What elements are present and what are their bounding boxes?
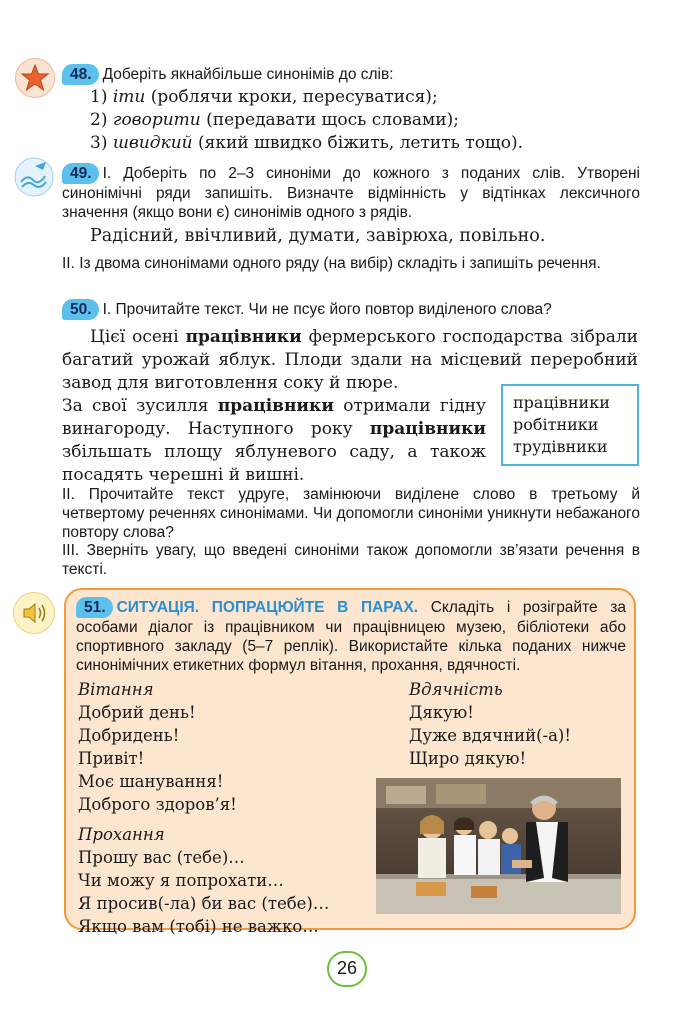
list-item: Прошу вас (тебе)… — [78, 848, 245, 867]
task-51-lead: 51. СИТУАЦІЯ. ПОПРАЦЮЙТЕ В ПАРАХ. Складіть і розіграйте за особами діалог із працівником чи працівницею музею, бібліотеки або спортивного закладу (5–7 реплік). Використайте кілька поданих нижче синонімічних етикетних формул вітання, прохання, вдячності. — [76, 599, 626, 674]
list-item: 2) говорити (передавати щось словами); — [90, 110, 459, 130]
list-item: Щиро дякую! — [409, 749, 527, 768]
list-item: Доброго здоров’я! — [78, 795, 237, 814]
list-item: Дякую! — [409, 703, 474, 722]
synonym: робітники — [513, 415, 599, 434]
synonym: трудівники — [513, 437, 608, 456]
highlighted-word: працівники — [369, 419, 486, 439]
list-item: 1) іти (роблячи кроки, пересуватися); — [90, 87, 438, 107]
synonym-box — [501, 384, 639, 466]
list-item: Чи можу я попрохати… — [78, 871, 284, 890]
gratitude-column — [409, 679, 629, 770]
greetings-title: Вітання — [78, 680, 154, 699]
task-number: 50. — [62, 299, 99, 320]
list-item: Дуже вдячний(-а)! — [409, 726, 571, 745]
task-number: 49. — [62, 163, 99, 184]
task-50-lead: 50. І. Прочитайте текст. Чи не псує його повтор виділеного слова? — [62, 299, 642, 320]
speaker-icon — [13, 592, 55, 634]
task-49-part2: ІІ. Із двома синонімами одного ряду (на вибір) складіть і запишіть речення. — [62, 255, 601, 272]
task-48-lead: 48. Доберіть якнайбільше синонімів до слів: — [62, 64, 642, 85]
list-item: Добрий день! — [78, 703, 196, 722]
list-item: Якщо вам (тобі) не важко… — [78, 917, 319, 936]
list-item: 3) швидкий (який швидко біжить, летить тощо). — [90, 133, 524, 153]
task-48-list — [90, 86, 650, 155]
pen-writing-icon — [13, 156, 55, 198]
gratitude-title: Вдячність — [409, 680, 503, 699]
highlighted-word: працівники — [217, 396, 334, 416]
task-49-part1: 49. І. Доберіть по 2–3 синоніми до кожного з поданих слів. Утворені синонімічні ряди запишіть. Визначте відмінність у відтінках лексичного значення (якщо вони є) синонімів одного з рядів. — [62, 165, 640, 221]
page-number: 26 — [327, 951, 367, 987]
task-49-words: Радісний, ввічливий, думати, завірюха, повільно. — [90, 226, 546, 246]
task-50-part3: ІІІ. Зверніть увагу, що введені синоніми також допомогли зв’язати речення в тексті. — [62, 542, 640, 578]
star-icon — [15, 58, 55, 98]
highlighted-word: працівники — [185, 327, 302, 347]
list-item: Моє шанування! — [78, 772, 224, 791]
greetings-column — [78, 679, 378, 938]
task-50-text-b: За свої зусилля працівники отримали гідну винагороду. Наступного року працівники збільшать площу яблуневого саду, а також посадять черешні й вишні. — [62, 396, 486, 485]
requests-title: Прохання — [78, 825, 165, 844]
museum-photo — [376, 778, 621, 914]
list-item: Добридень! — [78, 726, 180, 745]
task-number: 51. — [76, 597, 113, 618]
list-item: Я просив(-ла) би вас (тебе)… — [78, 894, 330, 913]
situation-heading: СИТУАЦІЯ. ПОПРАЦЮЙТЕ В ПАРАХ. — [116, 599, 419, 616]
list-item: Привіт! — [78, 749, 145, 768]
task-50-text-a: Цієї осені працівники фермерського господарства зібрали багатий урожай яблук. Плоди здали на місцевий переробний завод для виготовлення соку й пюре. — [62, 327, 638, 393]
synonym: працівники — [513, 393, 610, 412]
task-50-part2: ІІ. Прочитайте текст удруге, замінюючи виділене слово в третьому й четвертому реченнях синонімами. Чи допомогли синоніми уникнути небажаного повтору слова? — [62, 486, 640, 541]
task-number: 48. — [62, 64, 99, 85]
